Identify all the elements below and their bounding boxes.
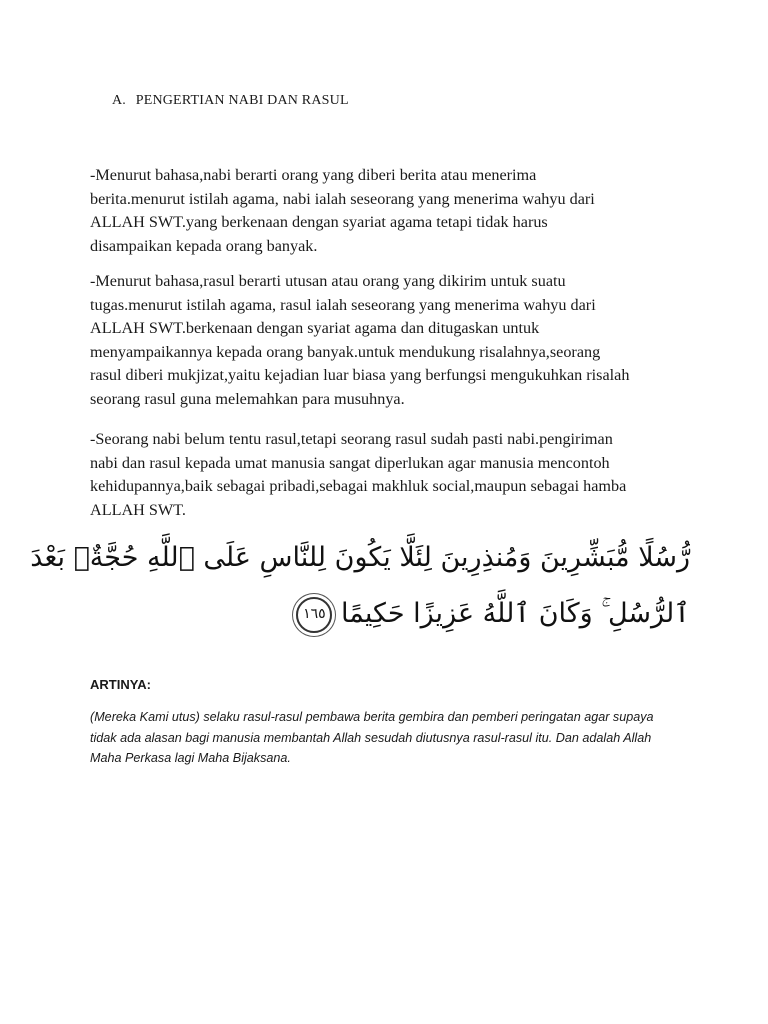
translation-label: ARTINYA: — [90, 677, 151, 692]
arabic-verse-line: رُّسُلًا مُّبَشِّرِينَ وَمُنذِرِينَ لِئَلَّا يَكُونَ لِلنَّاسِ عَلَى ٱللَّهِ حُجَّةٌۢ بَعْدَ — [30, 542, 690, 573]
heading-number: A. — [112, 93, 127, 108]
translation-line: (Mereka Kami utus) selaku rasul-rasul pembawa berita gembira dan pemberi peringatan agar supaya — [90, 710, 654, 724]
paragraph-line: -Seorang nabi belum tentu rasul,tetapi seorang rasul sudah pasti nabi.pengiriman — [90, 430, 613, 448]
paragraph-nabi-definition — [90, 164, 710, 258]
heading-title: PENGERTIAN NABI DAN RASUL — [135, 93, 349, 108]
paragraph-line: nabi dan rasul kepada umat manusia sangat diperlukan agar manusia mencontoh — [90, 453, 610, 472]
paragraph-line: tugas.menurut istilah agama, rasul ialah seseorang yang menerima wahyu dari — [90, 295, 596, 314]
paragraph-line: -Menurut bahasa,rasul berarti utusan atau orang yang dikirim untuk suatu — [90, 272, 566, 290]
paragraph-line: ALLAH SWT. — [90, 500, 186, 519]
paragraph-line: disampaikan kepada orang banyak. — [90, 236, 318, 255]
ayah-number-mark: ١٦٥ — [296, 597, 332, 633]
paragraph-line: berita.menurut istilah agama, nabi ialah seseorang yang menerima wahyu dari — [90, 189, 595, 208]
paragraph-line: menyampaikannya kepada orang banyak.untuk mendukung risalahnya,seorang — [90, 342, 601, 361]
arabic-verse-text: ٱلرُّسُلِ ۚ وَكَانَ ٱللَّهُ عَزِيزًا حَكِيمًا — [340, 598, 690, 629]
paragraph-rasul-definition — [90, 270, 710, 411]
paragraph-line: ALLAH SWT.berkenaan dengan syariat agama dan ditugaskan untuk — [90, 319, 540, 337]
paragraph-line: seorang rasul guna melemahkan para musuhnya. — [90, 389, 405, 408]
section-heading — [112, 93, 349, 109]
arabic-verse — [30, 530, 690, 642]
paragraph-line: rasul diberi mukjizat,yaitu kejadian luar biasa yang berfungsi mengukuhkan risalah — [90, 366, 630, 384]
translation-line: Maha Perkasa lagi Maha Bijaksana. — [90, 751, 291, 765]
paragraph-line: ALLAH SWT.yang berkenaan dengan syariat agama tetapi tidak harus — [90, 213, 548, 231]
arabic-verse-line — [150, 586, 690, 642]
translation-text — [90, 707, 690, 769]
paragraph-nabi-rasul-relation — [90, 428, 710, 522]
translation-line: tidak ada alasan bagi manusia membantah Allah sesudah diutusnya rasul-rasul itu. Dan adalah Allah — [90, 730, 652, 745]
paragraph-line: kehidupannya,baik sebagai pribadi,sebagai makhluk social,maupun sebagai hamba — [90, 477, 627, 495]
paragraph-line: -Menurut bahasa,nabi berarti orang yang diberi berita atau menerima — [90, 166, 537, 184]
